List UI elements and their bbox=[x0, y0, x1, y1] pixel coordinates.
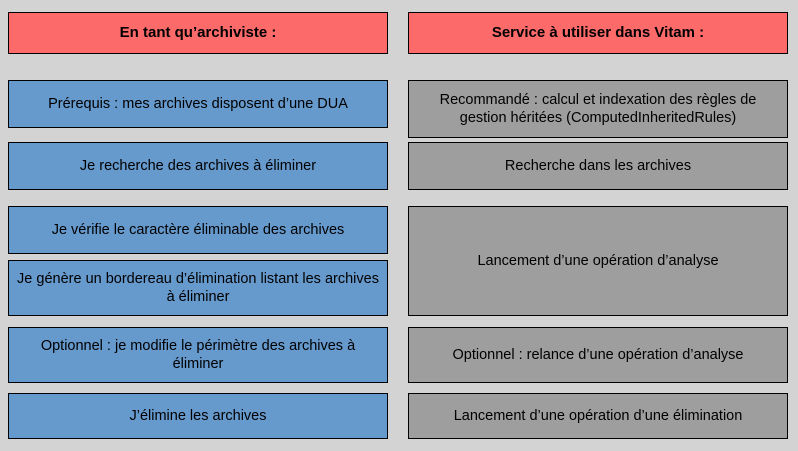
vitam-step-1 bbox=[408, 80, 788, 138]
archivist-step-2 bbox=[8, 142, 388, 190]
archivist-step-6 bbox=[8, 393, 388, 439]
archivist-step-4 bbox=[8, 260, 388, 316]
vitam-step-1-label: Recommandé : calcul et indexation des règles de gestion héritées (ComputedInheritedRules) bbox=[439, 91, 757, 126]
archivist-step-4-label: Je génère un bordereau d’élimination listant les archives à éliminer bbox=[17, 270, 379, 305]
vitam-step-2 bbox=[408, 142, 788, 190]
vitam-step-4-label: Optionnel : relance d’une opération d’analyse bbox=[452, 346, 744, 363]
vitam-step-5-label: Lancement d’une opération d’une élimination bbox=[453, 407, 743, 424]
archivist-step-3-label: Je vérifie le caractère éliminable des archives bbox=[51, 221, 345, 238]
archivist-step-6-label: J’élimine les archives bbox=[129, 407, 267, 424]
archivist-step-3 bbox=[8, 206, 388, 254]
archivist-step-1 bbox=[8, 80, 388, 128]
vitam-step-3-label: Lancement d’une opération d’analyse bbox=[477, 252, 719, 269]
column-header-archivist: En tant qu’archiviste : bbox=[8, 12, 388, 54]
archivist-step-2-label: Je recherche des archives à éliminer bbox=[79, 157, 317, 174]
archivist-step-1-label: Prérequis : mes archives disposent d’une DUA bbox=[48, 95, 348, 112]
archivist-step-5 bbox=[8, 327, 388, 383]
vitam-step-5 bbox=[408, 393, 788, 439]
vitam-step-4 bbox=[408, 327, 788, 383]
vitam-step-2-label: Recherche dans les archives bbox=[504, 157, 692, 174]
archivist-step-5-label: Optionnel : je modifie le périmètre des archives à éliminer bbox=[40, 337, 356, 372]
column-header-vitam-service: Service à utiliser dans Vitam : bbox=[408, 12, 788, 54]
vitam-step-3 bbox=[408, 206, 788, 316]
